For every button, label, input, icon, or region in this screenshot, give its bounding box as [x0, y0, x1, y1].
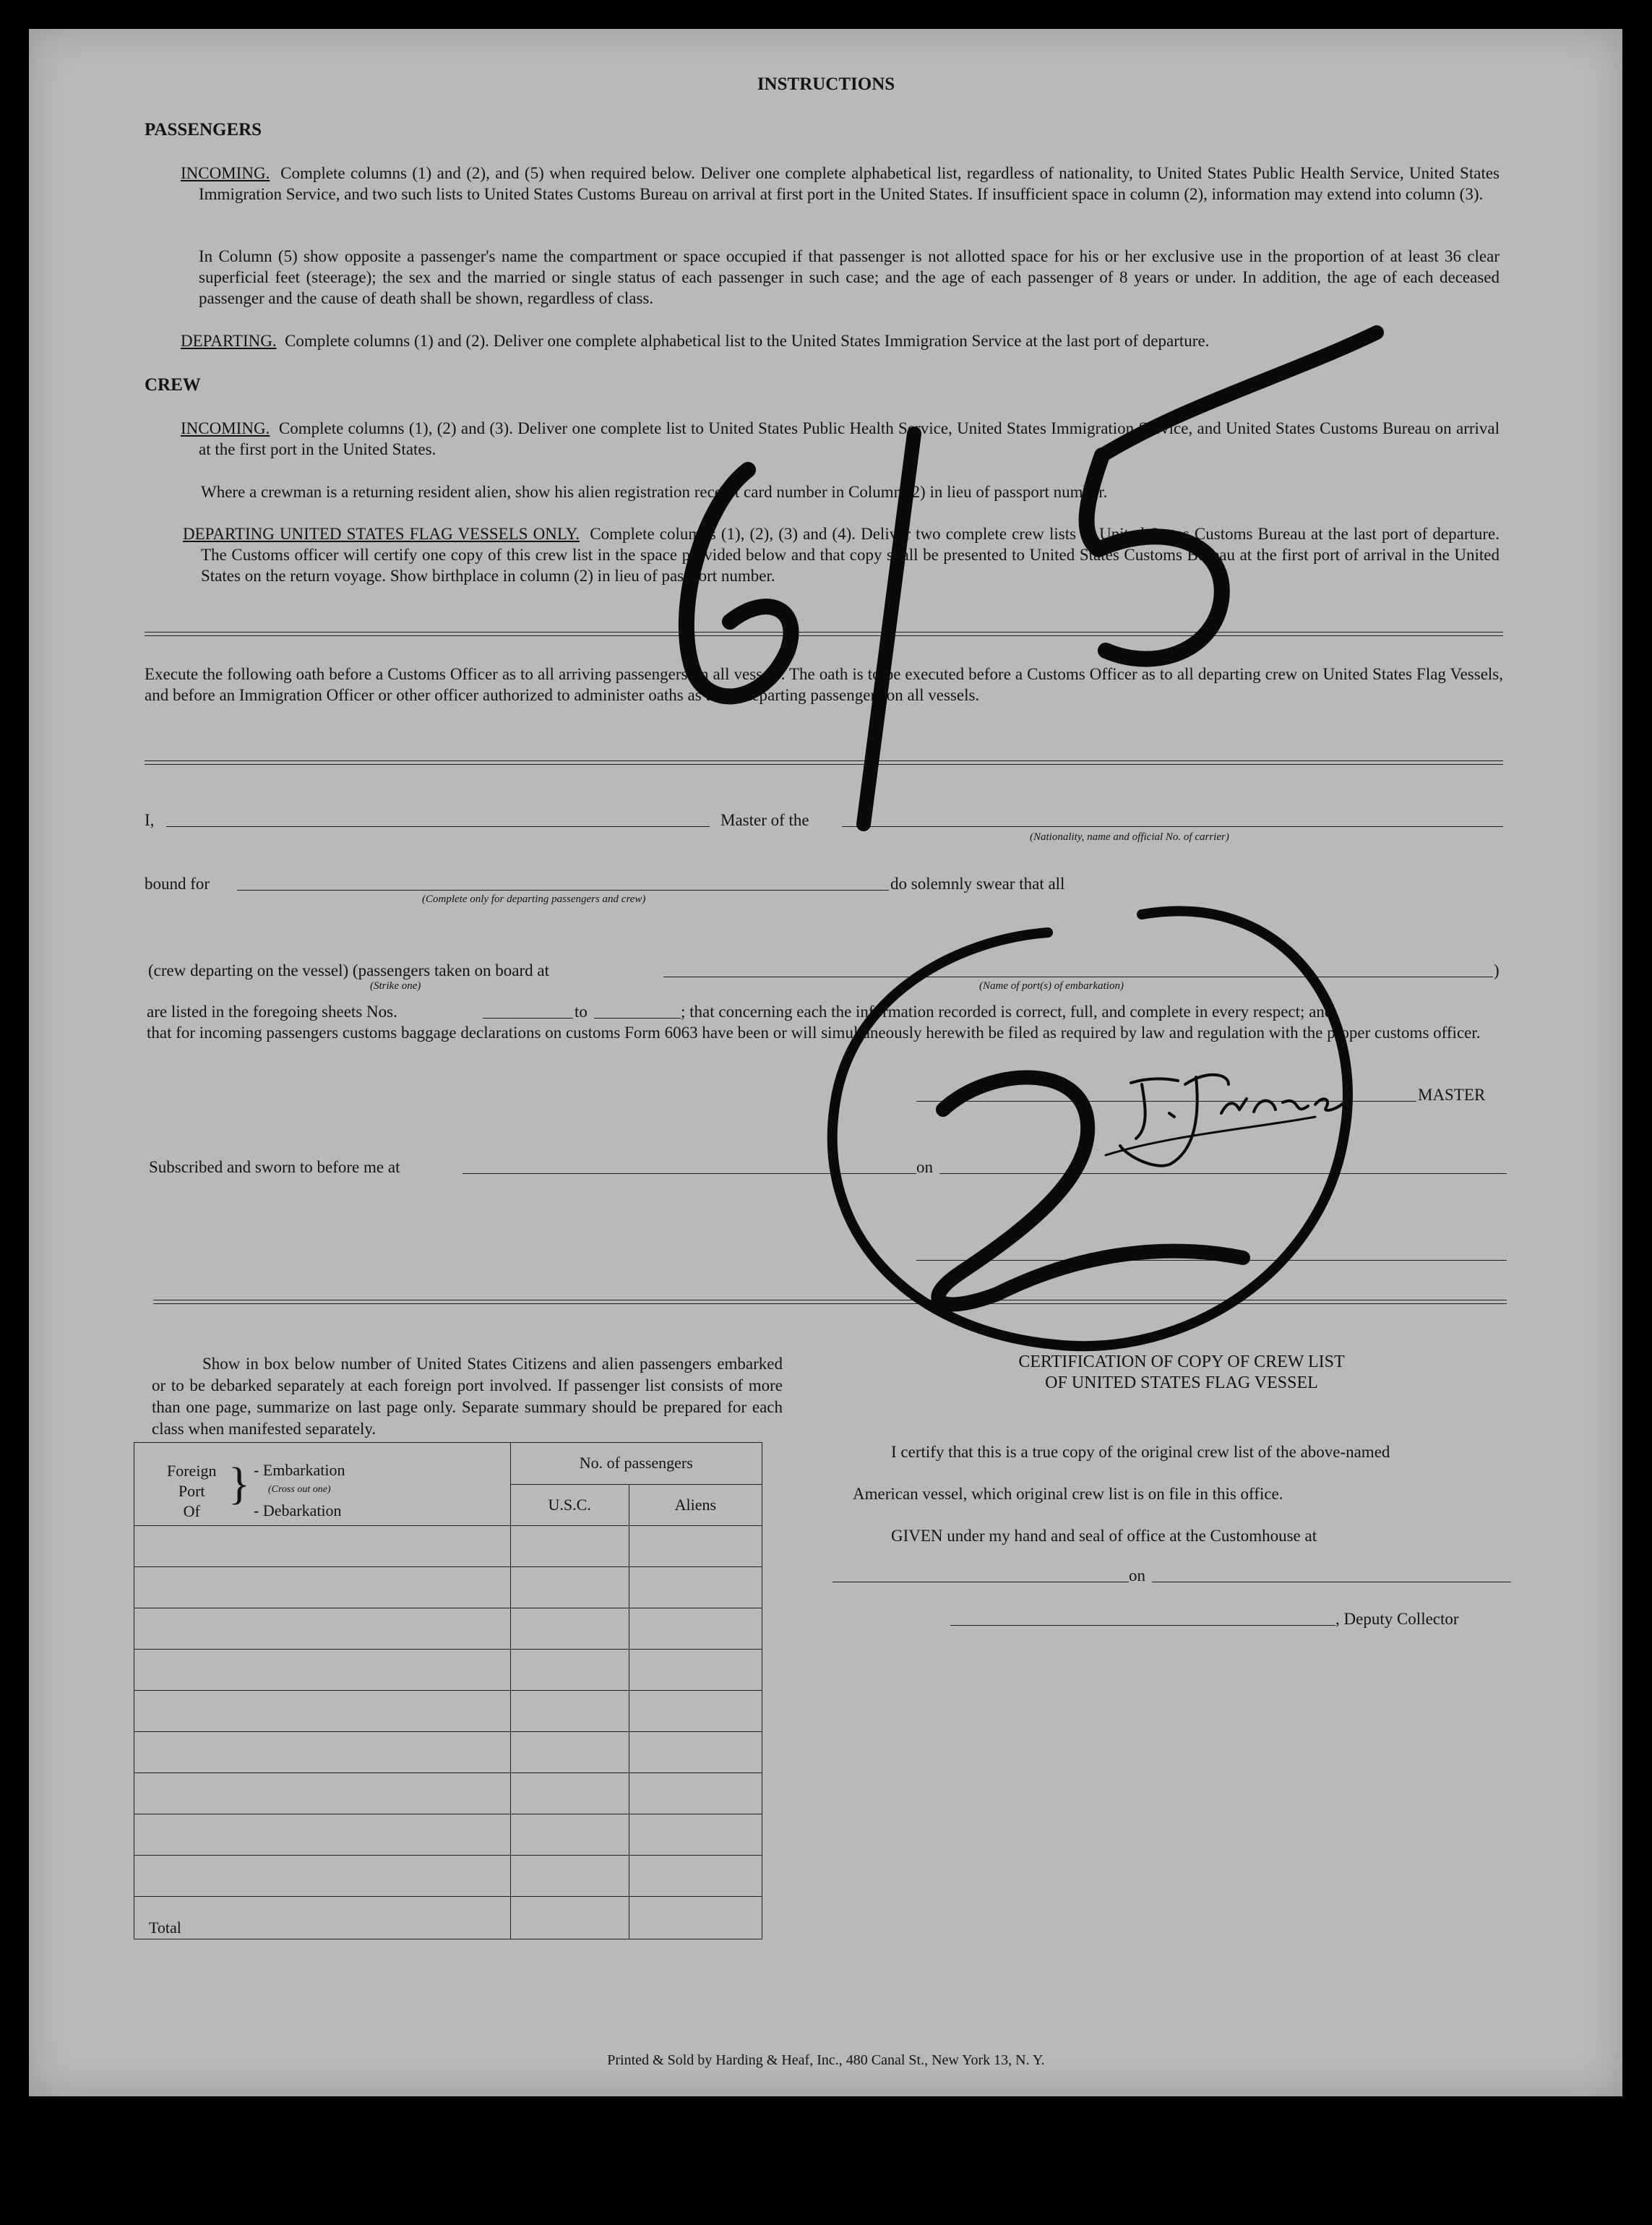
to-label: to: [575, 1003, 588, 1021]
officer-signature-field[interactable]: [916, 1260, 1507, 1261]
passengers-incoming-paragraph: [181, 163, 1500, 205]
foreign-label: Foreign: [167, 1462, 217, 1480]
certification-title-line1: CERTIFICATION OF COPY OF CREW LIST: [1018, 1352, 1345, 1371]
certification-title-line2: OF UNITED STATES FLAG VESSEL: [1045, 1373, 1318, 1392]
master-of-label: Master of the: [720, 811, 809, 829]
close-paren: ): [1494, 961, 1500, 979]
embarkation-label: - Embarkation: [254, 1461, 345, 1479]
subscribed-date-field[interactable]: [939, 1173, 1507, 1174]
aliens-cell[interactable]: [629, 1526, 762, 1567]
total-aliens-cell[interactable]: [629, 1897, 762, 1939]
usc-cell[interactable]: [510, 1732, 629, 1773]
crew-incoming-paragraph: [181, 418, 1500, 460]
cross-out-note: (Cross out one): [268, 1484, 331, 1495]
vessel-text: American vessel, which original crew list is on file in this office.: [853, 1485, 1283, 1503]
port-cell[interactable]: [134, 1608, 511, 1650]
nationality-note: (Nationality, name and official No. of carrier): [1030, 831, 1229, 843]
foreign-port-header: [134, 1443, 511, 1526]
port-cell[interactable]: [134, 1526, 511, 1567]
page-title: INSTRUCTIONS: [757, 74, 895, 94]
foreign-port-of-label: [167, 1461, 216, 1522]
port-cell[interactable]: [134, 1650, 511, 1691]
port-cell[interactable]: [134, 1732, 511, 1773]
crew-flag-paragraph: [183, 523, 1500, 586]
deputy-collector-label: , Deputy Collector: [1335, 1610, 1459, 1628]
total-label: Total: [134, 1897, 511, 1939]
passengers-departing-text: Complete columns (1) and (2). Deliver one complete alphabetical list to the United States Immigration Service at the last port of departure.: [285, 332, 1210, 350]
table-row: [134, 1732, 762, 1773]
master-signature-field[interactable]: [916, 1101, 1416, 1102]
table-row: [134, 1526, 762, 1567]
crew-incoming-text: Complete columns (1), (2) and (3). Deliver one complete list to United States Public Health Service, United States Immigration Service, and United States Customs Bureau on arrival at the first port in the United States.: [199, 419, 1500, 458]
aliens-header: Aliens: [629, 1484, 762, 1526]
table-header-row: [134, 1443, 762, 1485]
crew-resident-paragraph: Where a crewman is a returning resident alien, show his alien registration receipt card number in Column (2) in lieu of passport number.: [201, 483, 1108, 501]
section-divider: [145, 632, 1503, 636]
total-usc-cell[interactable]: [510, 1897, 629, 1939]
passengers-departing-paragraph: [181, 330, 1500, 351]
port-note: (Name of port(s) of embarkation): [979, 980, 1124, 992]
section-divider: [153, 1300, 1507, 1304]
section-divider: [145, 760, 1503, 765]
passengers-heading: PASSENGERS: [145, 120, 262, 140]
passengers-departing-label: DEPARTING.: [181, 332, 277, 350]
sheets-prefix: are listed in the foregoing sheets Nos.: [147, 1003, 397, 1021]
master-label: MASTER: [1418, 1086, 1486, 1104]
i-label: I,: [145, 811, 155, 829]
of-label: Of: [183, 1502, 200, 1520]
aliens-cell[interactable]: [629, 1814, 762, 1856]
table-total-row: [134, 1897, 762, 1939]
passengers-incoming-text: Complete columns (1) and (2), and (5) when required below. Deliver one complete alphabetical list, regardless of nationality, to United States Public Health Service, United States Immigration Service, and two such lists to United States Customs Bureau on arrival at first port in the United States. If insufficient space in column (2), information may extend into column (3).: [199, 164, 1500, 203]
aliens-cell[interactable]: [629, 1856, 762, 1897]
aliens-cell[interactable]: [629, 1567, 762, 1608]
sheets-to-field[interactable]: [594, 1018, 681, 1019]
port-cell[interactable]: [134, 1773, 511, 1814]
usc-cell[interactable]: [510, 1856, 629, 1897]
aliens-cell[interactable]: [629, 1773, 762, 1814]
printer-footer: Printed & Sold by Harding & Heaf, Inc., 480 Canal St., New York 13, N. Y.: [607, 2052, 1045, 2068]
usc-cell[interactable]: [510, 1608, 629, 1650]
passengers-incoming-label: INCOMING.: [181, 164, 270, 182]
cert-on-label: on: [1129, 1566, 1145, 1585]
usc-cell[interactable]: [510, 1526, 629, 1567]
passengers-column5-paragraph: In Column (5) show opposite a passenger's name the compartment or space occupied if that passenger is not allotted space for his or her exclusive use in the proportion of at least 36 clear superficial feet (steerage); the sex and the married or single status of each passenger in such case; and the age of each passenger of 8 years or under. In addition, the age of each deceased passenger and the cause of death shall be shown, regardless of class.: [199, 247, 1500, 307]
crew-departing-label: (crew departing on the vessel) (passengers taken on board at: [148, 961, 549, 979]
aliens-cell[interactable]: [629, 1691, 762, 1732]
table-row: [134, 1650, 762, 1691]
sheets-from-field[interactable]: [483, 1018, 573, 1019]
crew-flag-text: Complete columns (1), (2), (3) and (4). Deliver two complete crew lists to United States Customs Bureau at the last port of departure. The Customs officer will certify one copy of this crew list in the space provided below and that copy shall be presented to United States Customs Bureau at the first port of arrival in the United States on the return voyage. Show birthplace in column (2) in lieu of passport number.: [201, 525, 1500, 585]
aliens-cell[interactable]: [629, 1732, 762, 1773]
port-cell[interactable]: [134, 1691, 511, 1732]
table-row: [134, 1691, 762, 1732]
aliens-cell[interactable]: [629, 1608, 762, 1650]
on-label: on: [916, 1158, 933, 1176]
oath-intro: Execute the following oath before a Customs Officer as to all arriving passengers on all vessels. The oath is to be executed before a Customs Officer as to all departing crew on United States Flag Vessels, and before an Immigration Officer or other officer authorized to administer oaths as to all departing passengers on all vessels.: [145, 665, 1503, 704]
deputy-signature-field[interactable]: [950, 1625, 1335, 1626]
crew-incoming-label: INCOMING.: [181, 419, 270, 437]
summary-instructions: Show in box below number of United States Citizens and alien passengers embarked or to be debarked separately at each foreign port involved. If passenger list consists of more than one page, summarize on last page only. Separate summary should be prepared for each class when manifested separately.: [152, 1355, 783, 1438]
table-row: [134, 1856, 762, 1897]
port-label: Port: [178, 1482, 205, 1500]
passenger-summary-table: [134, 1442, 762, 1939]
crew-heading: CREW: [145, 375, 201, 395]
debarkation-label: - Debarkation: [254, 1501, 342, 1519]
sheets-suffix: ; that concerning each the information recorded is correct, full, and complete in every respect; and: [681, 1003, 1333, 1021]
table-row: [134, 1608, 762, 1650]
usc-cell[interactable]: [510, 1691, 629, 1732]
usc-cell[interactable]: [510, 1814, 629, 1856]
usc-cell[interactable]: [510, 1567, 629, 1608]
no-of-passengers-header: No. of passengers: [510, 1443, 762, 1485]
subscribed-place-field[interactable]: [463, 1173, 916, 1174]
port-cell[interactable]: [134, 1567, 511, 1608]
complete-only-note: (Complete only for departing passengers and crew): [422, 893, 646, 905]
table-row: [134, 1567, 762, 1608]
certify-text: I certify that this is a true copy of the original crew list of the above-named: [891, 1443, 1390, 1461]
bound-for-field[interactable]: [237, 890, 889, 891]
port-cell[interactable]: [134, 1814, 511, 1856]
brace-glyph: }: [228, 1459, 250, 1509]
strike-one-note: (Strike one): [370, 980, 421, 992]
aliens-cell[interactable]: [629, 1650, 762, 1691]
table-row: [134, 1814, 762, 1856]
crew-flag-label: DEPARTING UNITED STATES FLAG VESSELS ONLY.: [183, 525, 580, 543]
swear-label: do solemnly swear that all: [890, 875, 1065, 893]
subscribed-label: Subscribed and sworn to before me at: [149, 1158, 400, 1176]
statement-text: that for incoming passengers customs baggage declarations on customs Form 6063 have been or will simultaneously herewith be filed as required by law and regulation with the proper customs officer.: [147, 1024, 1481, 1042]
master-name-field[interactable]: [166, 826, 710, 827]
bound-for-label: bound for: [145, 875, 210, 893]
usc-cell[interactable]: [510, 1773, 629, 1814]
usc-cell[interactable]: [510, 1650, 629, 1691]
given-text: GIVEN under my hand and seal of office at the Customhouse at: [891, 1527, 1317, 1545]
usc-header: U.S.C.: [510, 1484, 629, 1526]
port-cell[interactable]: [134, 1856, 511, 1897]
table-row: [134, 1773, 762, 1814]
carrier-field[interactable]: [842, 826, 1503, 827]
